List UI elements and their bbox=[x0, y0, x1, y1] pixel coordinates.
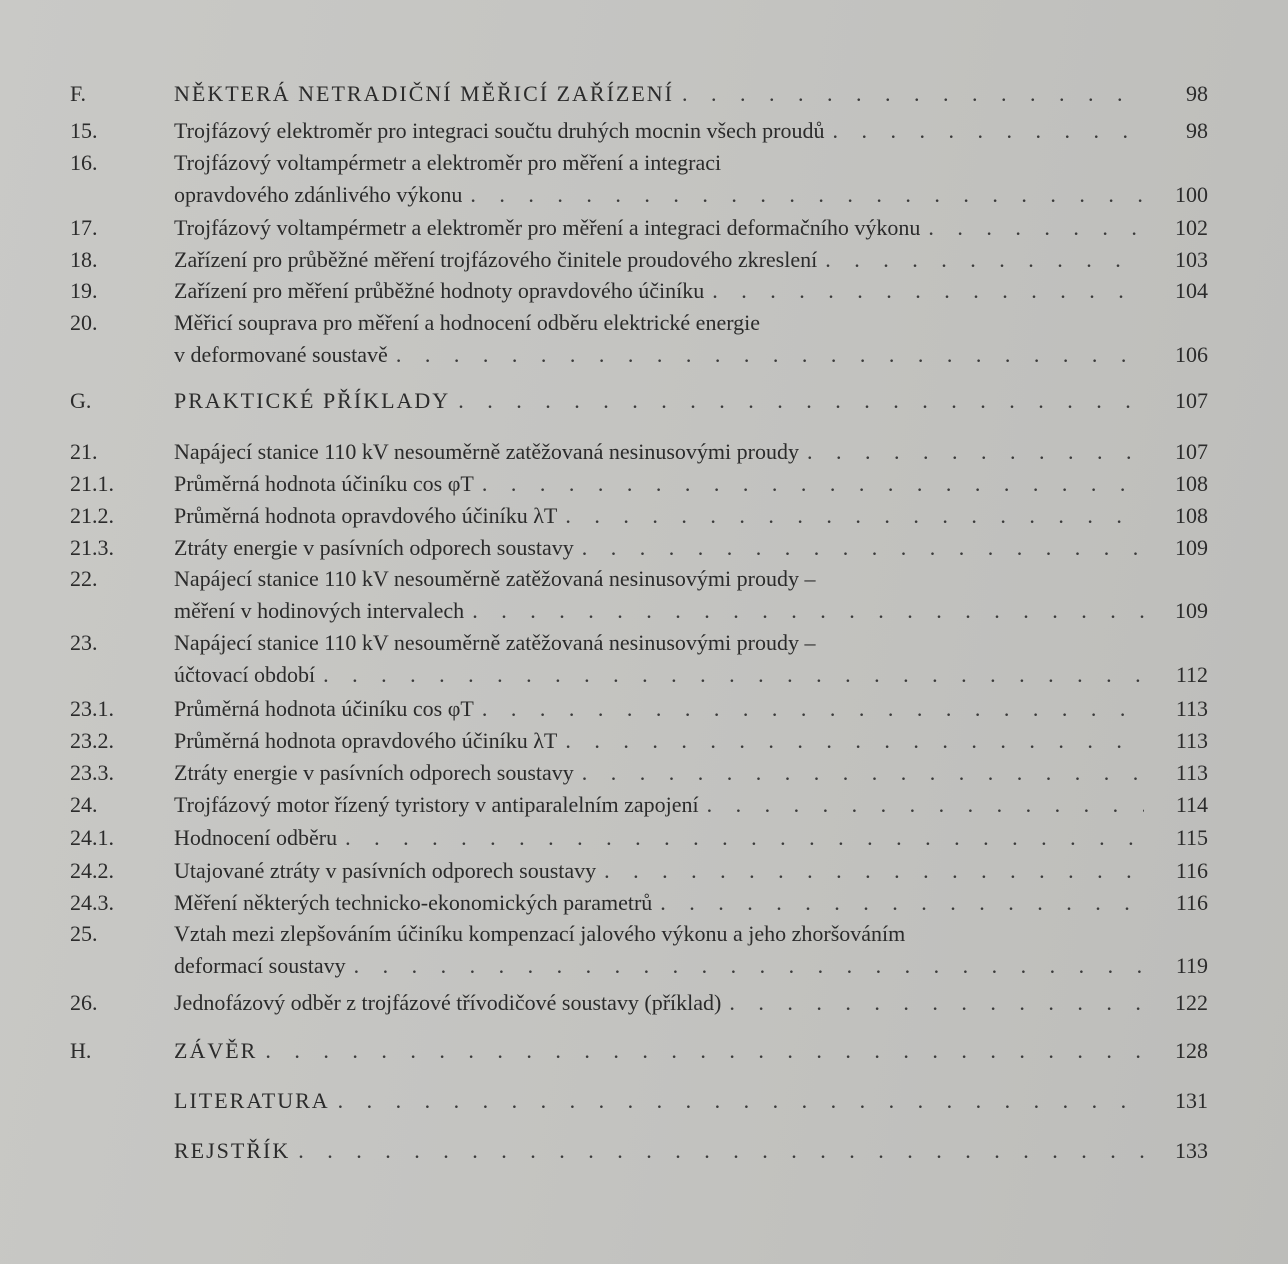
toc-entry bbox=[70, 725, 1208, 757]
toc-page-number: 133 bbox=[1175, 1138, 1208, 1163]
dot-leader bbox=[652, 887, 1144, 919]
dot-leader bbox=[290, 1135, 1144, 1167]
toc-entry-number: 23.1. bbox=[70, 696, 114, 721]
toc-page-number: 108 bbox=[1175, 503, 1208, 528]
toc-entry-title-line: měření v hodinových intervalech . . . bbox=[174, 595, 1144, 627]
toc-entry-number: 21.1. bbox=[70, 471, 114, 496]
toc-page-number: 107 bbox=[1175, 388, 1208, 413]
toc-entry-number: 17. bbox=[70, 215, 98, 240]
toc-entry-title-line: Napájecí stanice 110 kV nesouměrně zatěžovaná nesinusovými proudy – bbox=[174, 630, 816, 655]
toc-entry-number: 23. bbox=[70, 630, 98, 655]
toc-page-number: 102 bbox=[1175, 215, 1208, 240]
toc-entry bbox=[70, 115, 1208, 147]
toc-entry bbox=[70, 855, 1208, 887]
toc-page-number: 113 bbox=[1175, 760, 1208, 785]
toc-entry-title-line: Měřicí souprava pro měření a hodnocení odběru elektrické energie bbox=[174, 310, 761, 335]
toc-entry-number: 24.3. bbox=[70, 890, 114, 915]
toc-entry bbox=[70, 987, 1208, 1019]
toc-entry-title-line: Ztráty energie v pasívních odporech soustavy . . . bbox=[174, 757, 1144, 789]
toc-entry bbox=[70, 918, 1208, 982]
dot-leader bbox=[257, 1035, 1144, 1067]
toc-section-heading bbox=[70, 78, 1208, 110]
toc-page-number: 112 bbox=[1175, 662, 1208, 687]
dot-leader bbox=[721, 987, 1144, 1019]
dot-leader bbox=[346, 950, 1144, 982]
toc-section-heading bbox=[70, 1035, 1208, 1067]
toc-entry bbox=[70, 468, 1208, 500]
toc-page-number: 113 bbox=[1175, 728, 1208, 753]
dot-leader bbox=[699, 789, 1144, 821]
dot-leader bbox=[674, 78, 1144, 110]
toc-entry-number: 24.2. bbox=[70, 858, 114, 883]
dot-leader bbox=[596, 855, 1144, 887]
dot-leader bbox=[799, 436, 1144, 468]
toc-entry-title-line: Napájecí stanice 110 kV nesouměrně zatěžovaná nesinusovými proudy . . . bbox=[174, 436, 1144, 468]
toc-entry-title-line: Trojfázový voltampérmetr a elektroměr pro měření a integraci bbox=[174, 150, 722, 175]
toc-entry-number: 15. bbox=[70, 118, 98, 143]
toc-entry-title-line: Měření některých technicko-ekonomických parametrů . . . bbox=[174, 887, 1144, 919]
toc-page-number: 128 bbox=[1175, 1038, 1208, 1063]
toc-entry-title-line: Zařízení pro měření průběžné hodnoty opravdového účiníku . . . bbox=[174, 275, 1144, 307]
toc-entry-number: 23.3. bbox=[70, 760, 114, 785]
toc-entry-number: 16. bbox=[70, 150, 98, 175]
toc-page-number: 98 bbox=[1186, 81, 1208, 106]
toc-page-number: 116 bbox=[1175, 858, 1208, 883]
toc-entry bbox=[70, 307, 1208, 371]
toc-entry-number: F. bbox=[70, 81, 86, 106]
toc-entry-title-line: NĚKTERÁ NETRADIČNÍ MĚŘICÍ ZAŘÍZENÍ . . . bbox=[174, 78, 1144, 110]
dot-leader bbox=[557, 500, 1144, 532]
toc-entry-title-line: Ztráty energie v pasívních odporech soustavy . . . bbox=[174, 532, 1144, 564]
dot-leader bbox=[574, 532, 1144, 564]
toc-entry-title-line: Průměrná hodnota opravdového účiníku λT . . . bbox=[174, 500, 1144, 532]
toc-entry-title-line: Průměrná hodnota účiníku cos φT . . . bbox=[174, 693, 1144, 725]
toc-entry-number: 19. bbox=[70, 278, 98, 303]
toc-entry bbox=[70, 436, 1208, 468]
toc-entry-title-line: v deformované soustavě . . . bbox=[174, 339, 1144, 371]
dot-leader bbox=[315, 659, 1144, 691]
toc-entry-title-line: LITERATURA . . . bbox=[174, 1085, 1144, 1117]
dot-leader bbox=[450, 385, 1144, 417]
toc-entry-title-line: Trojfázový motor řízený tyristory v antiparalelním zapojení . . . bbox=[174, 789, 1144, 821]
toc-entry-title-line: Trojfázový voltampérmetr a elektroměr pro měření a integraci deformačního výkonu . . . bbox=[174, 212, 1144, 244]
toc-entry bbox=[70, 147, 1208, 211]
dot-leader bbox=[574, 757, 1144, 789]
toc-entry-number: 24. bbox=[70, 792, 98, 817]
toc-entry-title-line: ZÁVĚR . . . bbox=[174, 1035, 1144, 1067]
dot-leader bbox=[474, 468, 1144, 500]
toc-page-number: 107 bbox=[1175, 439, 1208, 464]
toc-entry-number: G. bbox=[70, 388, 92, 413]
toc-entry-number: H. bbox=[70, 1038, 92, 1063]
toc-page-number: 115 bbox=[1175, 825, 1208, 850]
toc-entry bbox=[70, 212, 1208, 244]
dot-leader bbox=[920, 212, 1144, 244]
toc-entry-title-line: REJSTŘÍK . . . bbox=[174, 1135, 1144, 1167]
toc-entry bbox=[70, 757, 1208, 789]
toc-entry bbox=[70, 822, 1208, 854]
toc-page-number: 122 bbox=[1175, 990, 1208, 1015]
toc-entry-number: 26. bbox=[70, 990, 98, 1015]
toc-page-number: 113 bbox=[1175, 696, 1208, 721]
toc-entry-title-line: Hodnocení odběru . . . bbox=[174, 822, 1144, 854]
toc-page-number: 98 bbox=[1186, 118, 1208, 143]
toc-entry-number: 24.1. bbox=[70, 825, 114, 850]
toc-page-number: 109 bbox=[1175, 598, 1208, 623]
toc-entry bbox=[70, 563, 1208, 627]
toc-entry-number: 21. bbox=[70, 439, 98, 464]
toc-page-number: 108 bbox=[1175, 471, 1208, 496]
toc-entry bbox=[70, 627, 1208, 691]
toc-entry-title-line: opravdového zdánlivého výkonu . . . bbox=[174, 179, 1144, 211]
toc-section-heading bbox=[70, 385, 1208, 417]
toc-entry bbox=[70, 887, 1208, 919]
toc-entry-title-line: účtovací období . . . bbox=[174, 659, 1144, 691]
toc-entry-number: 23.2. bbox=[70, 728, 114, 753]
toc-entry-title-line: Průměrná hodnota účiníku cos φT . . . bbox=[174, 468, 1144, 500]
toc-entry-number: 21.2. bbox=[70, 503, 114, 528]
toc-entry-title-line: deformací soustavy . . . bbox=[174, 950, 1144, 982]
toc-entry-title-line: PRAKTICKÉ PŘÍKLADY . . . bbox=[174, 385, 1144, 417]
toc-section-heading bbox=[70, 1135, 1208, 1167]
dot-leader bbox=[464, 595, 1144, 627]
toc-page-number: 119 bbox=[1175, 953, 1208, 978]
dot-leader bbox=[337, 822, 1144, 854]
dot-leader bbox=[817, 244, 1144, 276]
toc-entry-number: 25. bbox=[70, 921, 98, 946]
toc-entry-title-line: Jednofázový odběr z trojfázové třívodičové soustavy (příklad) . . . bbox=[174, 987, 1144, 1019]
dot-leader bbox=[824, 115, 1144, 147]
toc-page-number: 114 bbox=[1175, 792, 1208, 817]
toc-entry bbox=[70, 275, 1208, 307]
toc-entry-title-line: Vztah mezi zlepšováním účiníku kompenzací jalového výkonu a jeho zhoršováním bbox=[174, 921, 906, 946]
toc-entry-title-line: Utajované ztráty v pasívních odporech soustavy . . . bbox=[174, 855, 1144, 887]
toc-entry bbox=[70, 789, 1208, 821]
toc-page-number: 100 bbox=[1175, 182, 1208, 207]
toc-entry-number: 20. bbox=[70, 310, 98, 335]
toc-entry bbox=[70, 500, 1208, 532]
toc-entry bbox=[70, 244, 1208, 276]
toc-entry-title-line: Trojfázový elektroměr pro integraci součtu druhých mocnin všech proudů . . . bbox=[174, 115, 1144, 147]
dot-leader bbox=[704, 275, 1144, 307]
toc-page-number: 131 bbox=[1175, 1088, 1208, 1113]
dot-leader bbox=[474, 693, 1144, 725]
toc-page-number: 116 bbox=[1175, 890, 1208, 915]
toc-entry-number: 18. bbox=[70, 247, 98, 272]
dot-leader bbox=[557, 725, 1144, 757]
toc-entry-title-line: Zařízení pro průběžné měření trojfázového činitele proudového zkreslení . . . bbox=[174, 244, 1144, 276]
toc-section-heading bbox=[70, 1085, 1208, 1117]
dot-leader bbox=[388, 339, 1144, 371]
toc-page-number: 104 bbox=[1175, 278, 1208, 303]
toc-entry-title-line: Průměrná hodnota opravdového účiníku λT . . . bbox=[174, 725, 1144, 757]
toc-entry-title-line: Napájecí stanice 110 kV nesouměrně zatěžovaná nesinusovými proudy – bbox=[174, 566, 816, 591]
toc-page-number: 106 bbox=[1175, 342, 1208, 367]
toc-entry bbox=[70, 532, 1208, 564]
dot-leader bbox=[330, 1085, 1144, 1117]
toc-entry-number: 21.3. bbox=[70, 535, 114, 560]
toc-entry-number: 22. bbox=[70, 566, 98, 591]
toc-page-number: 109 bbox=[1175, 535, 1208, 560]
toc-page-number: 103 bbox=[1175, 247, 1208, 272]
dot-leader bbox=[462, 179, 1144, 211]
toc-entry bbox=[70, 693, 1208, 725]
